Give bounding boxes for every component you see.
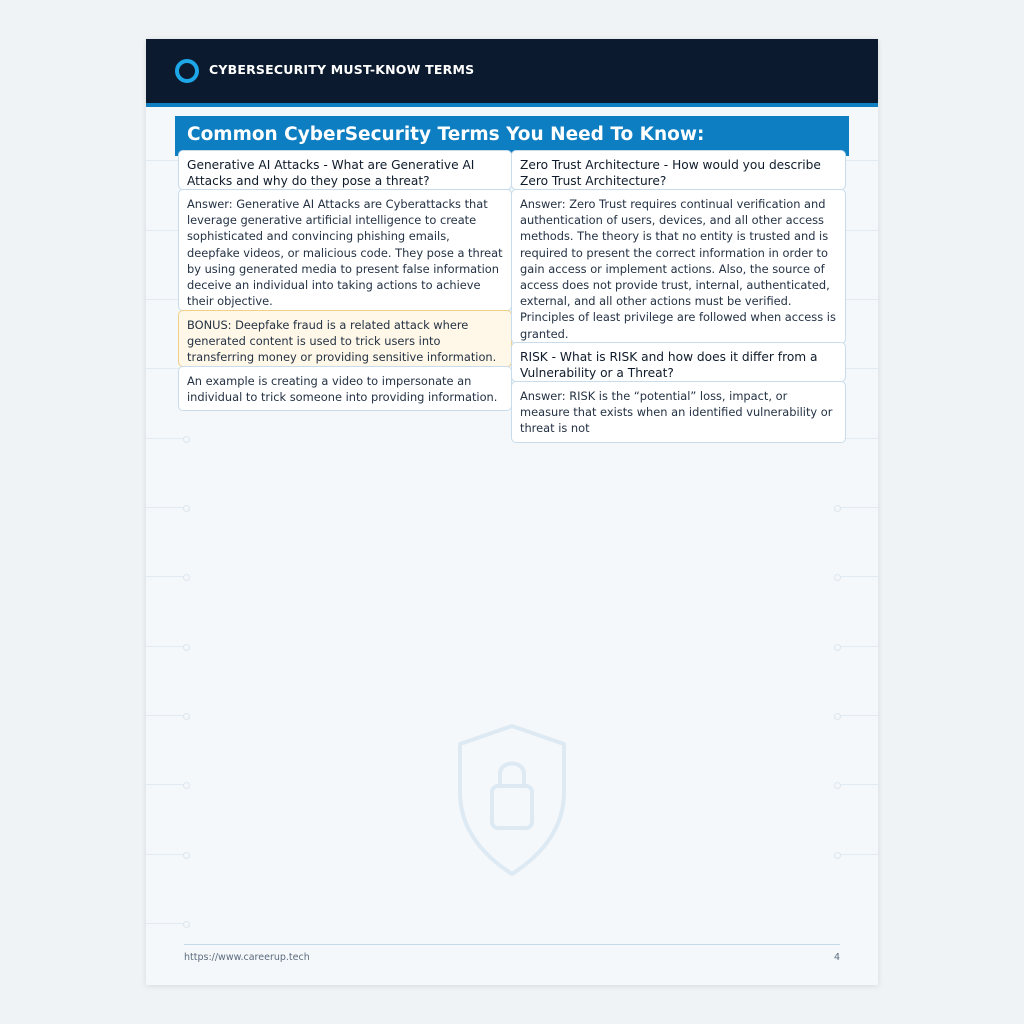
question-zero-trust: Zero Trust Architecture - How would you describe Zero Trust Architecture? — [511, 150, 846, 190]
ring-logo-icon — [175, 59, 199, 83]
example-generative-ai: An example is creating a video to impersonate an individual to trick someone into providing information. — [178, 366, 512, 411]
accent-stripe — [146, 103, 878, 107]
section-title: Common CyberSecurity Terms You Need To Know: — [187, 124, 705, 145]
answer-generative-ai: Answer: Generative AI Attacks are Cyberattacks that leverage generative artificial intelligence to create sophisticated and convincing phishing emails, deepfake videos, or malicious code. They pose a threat by using generated media to present false information deceive an individual into taking actions to achieve their objective. — [178, 189, 512, 311]
shield-lock-icon — [454, 722, 570, 878]
page-number: 4 — [833, 952, 840, 963]
question-generative-ai: Generative AI Attacks - What are Generative AI Attacks and why do they pose a threat? — [178, 150, 512, 190]
footer-url[interactable]: https://www.careerup.tech — [184, 952, 310, 963]
question-risk: RISK - What is RISK and how does it differ from a Vulnerability or a Threat? — [511, 342, 846, 382]
footer-divider — [184, 944, 840, 945]
answer-risk: Answer: RISK is the “potential” loss, impact, or measure that exists when an identified vulnerability or threat is not — [511, 381, 846, 443]
document-page — [146, 39, 878, 985]
brand-title: CYBERSECURITY MUST-KNOW TERMS — [209, 62, 475, 77]
top-banner — [146, 39, 878, 103]
answer-zero-trust: Answer: Zero Trust requires continual verification and authentication of users, devices, and all other access methods. The theory is that no entity is trusted and is required to present the correct information in order to gain access or implement actions. Also, the source of access does not provide trust, internal, authenticated, external, and all other actions must be verified. Principles of least privilege are followed when access is granted. — [511, 189, 846, 344]
bonus-deepfake-note: BONUS: Deepfake fraud is a related attack where generated content is used to trick users into transferring money or providing sensitive information. — [178, 310, 512, 367]
